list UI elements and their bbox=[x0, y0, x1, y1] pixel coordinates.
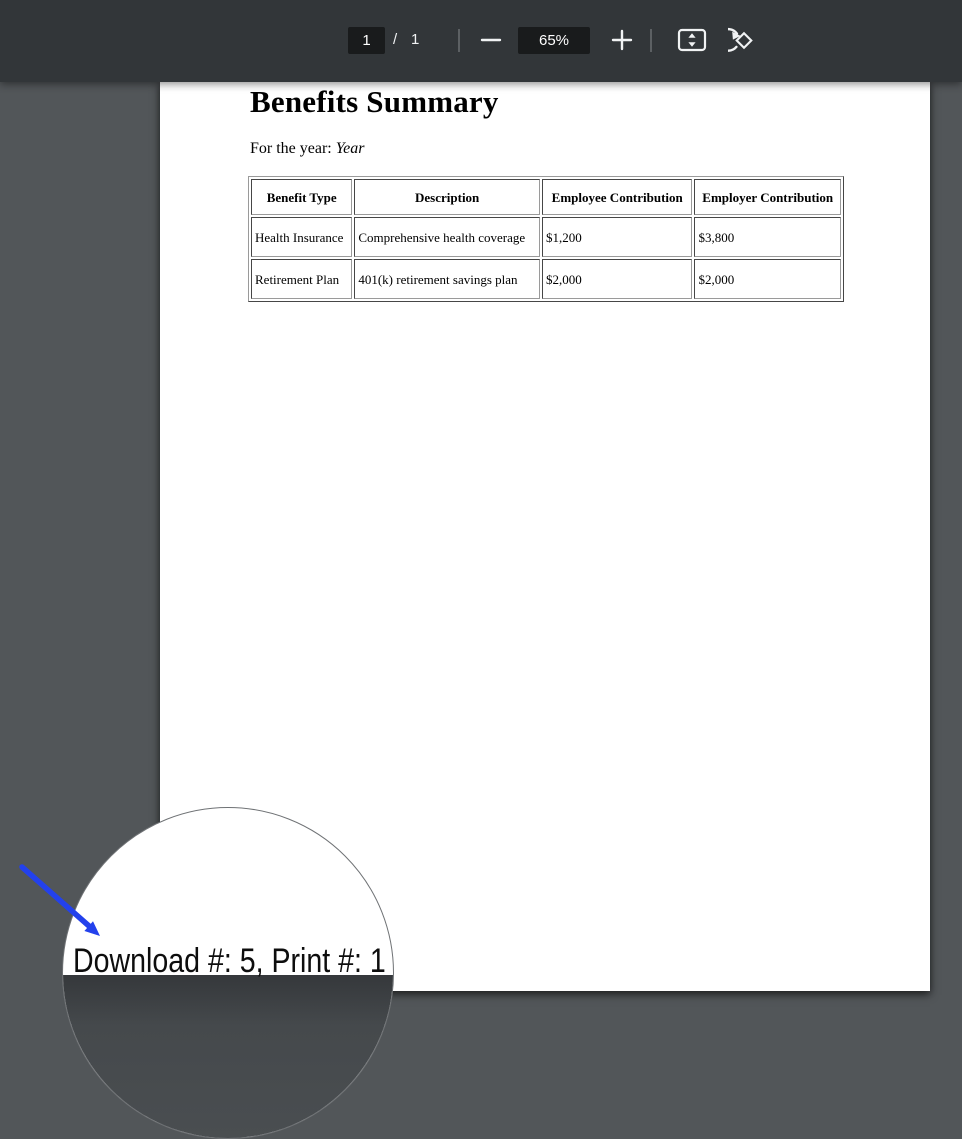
table-header-cell: Employer Contribution bbox=[694, 179, 841, 215]
zoom-in-button[interactable] bbox=[606, 26, 638, 56]
benefits-table bbox=[248, 176, 844, 302]
table-header-cell: Employee Contribution bbox=[542, 179, 693, 215]
table-cell: $2,000 bbox=[694, 259, 841, 299]
toolbar-separator bbox=[458, 29, 460, 52]
page-count-label: 1 bbox=[411, 31, 420, 48]
rotate-counterclockwise-icon bbox=[728, 25, 760, 58]
footer-stats-text: Download #: 5, Print #: 1 bbox=[73, 942, 386, 980]
fit-to-page-button[interactable] bbox=[674, 26, 710, 56]
table-header-cell: Description bbox=[354, 179, 540, 215]
subtitle-year-value: Year bbox=[335, 140, 365, 157]
document-title: Benefits Summary bbox=[250, 84, 499, 119]
table-cell: $3,800 bbox=[694, 217, 841, 257]
table-header-row bbox=[251, 179, 841, 215]
subtitle-prefix: For the year: bbox=[250, 140, 332, 157]
table-row bbox=[251, 259, 841, 299]
table-cell: 401(k) retirement savings plan bbox=[354, 259, 540, 299]
document-subtitle bbox=[250, 140, 365, 158]
fit-to-page-icon bbox=[677, 27, 707, 56]
zoom-level-display[interactable]: 65% bbox=[518, 27, 590, 54]
plus-icon bbox=[611, 29, 633, 54]
page-divider: / bbox=[393, 31, 398, 48]
page-number-input[interactable] bbox=[348, 27, 385, 54]
zoom-out-button[interactable] bbox=[475, 26, 507, 56]
pdf-toolbar bbox=[0, 0, 962, 82]
table-cell: $1,200 bbox=[542, 217, 693, 257]
table-header-cell: Benefit Type bbox=[251, 179, 352, 215]
table-cell: Health Insurance bbox=[251, 217, 352, 257]
table-row bbox=[251, 217, 841, 257]
minus-icon bbox=[480, 29, 502, 54]
table-cell: Comprehensive health coverage bbox=[354, 217, 540, 257]
magnifier-callout bbox=[62, 807, 394, 1139]
table-cell: Retirement Plan bbox=[251, 259, 352, 299]
table-cell: $2,000 bbox=[542, 259, 693, 299]
toolbar-separator bbox=[650, 29, 652, 52]
rotate-button[interactable] bbox=[726, 26, 762, 56]
